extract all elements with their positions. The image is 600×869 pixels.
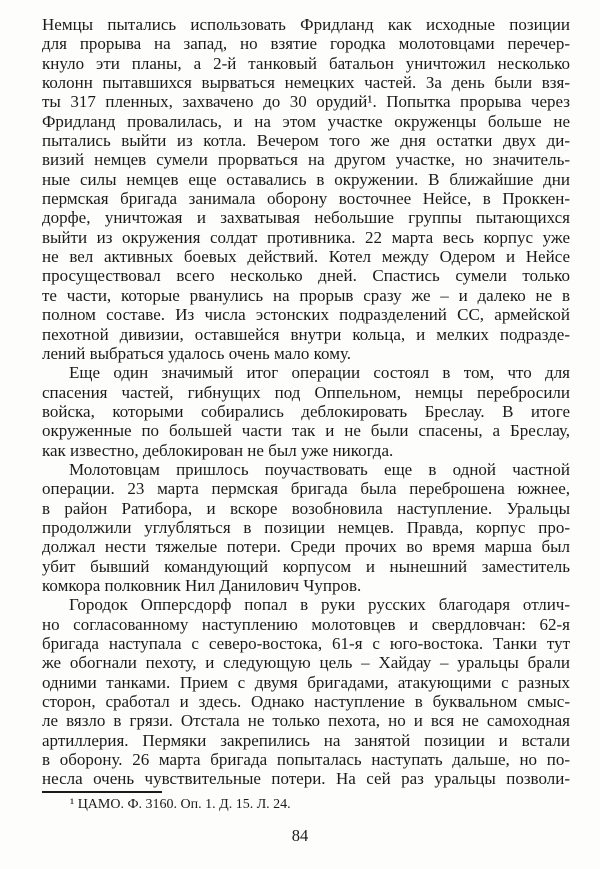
text-line: Немцы пытались использовать Фридланд как исходные позиции — [42, 15, 570, 34]
text-line: несла очень чувствительные потери. На сей раз уральцы позволи- — [42, 769, 570, 789]
text-line: в район Ратибора, и вскоре возобновила наступление. Уральцы — [42, 498, 570, 518]
text-line: же обогнали пехоту, и следующую цель – Хайдау – уральцы брали — [42, 653, 570, 673]
text-line: войска, которыми собирались деблокировать Бреслау. В итоге — [42, 401, 570, 421]
text-line: но согласованному наступлению молотовцев и свердловчан: 62-я — [42, 614, 570, 634]
text-line: ле вязло в грязи. Отстала не только пехота, но и вся не самоходная — [42, 711, 570, 731]
text-line: лений выбраться удалось очень мало кому. — [42, 343, 352, 363]
text-line: одними танками. Прием с двумя бригадами, атакующими с разных — [42, 672, 570, 692]
text-line: сторон, сработал и здесь. Однако наступление в буквальном смыс- — [42, 692, 570, 712]
text-line: выйти из окружения солдат противника. 22 марта весь корпус уже — [42, 227, 570, 247]
text-line: ные силы немцев еще оставались в окружении. В ближайшие дни — [42, 169, 570, 189]
text-line: ты 317 пленных, захвачено до 30 орудий¹. Попытка прорыва через — [42, 92, 570, 112]
text-line: не вел активных боевых действий. Котел между Одером и Нейсе — [42, 247, 570, 267]
text-line: просуществовал всего несколько дней. Спастись сумели только — [42, 266, 570, 286]
body-text — [42, 15, 570, 789]
text-line: окруженные по большей части так и не были спасены, а Бреслау, — [42, 421, 570, 441]
text-line: Еще один значимый итог операции состоял в том, что для — [69, 363, 570, 383]
text-line: продолжили углубляться в позиции немцев. Правда, корпус про- — [42, 517, 570, 537]
text-line: для прорыва на запад, но взятие городка молотовцами перечер- — [42, 34, 570, 54]
text-line: комкора полковник Нил Данилович Чупров. — [42, 575, 362, 595]
text-line: колонн пытавшихся вырваться немецких частей. За день были взя- — [42, 73, 570, 93]
text-line: в оборону. 26 марта бригада попыталась наступать дальше, но по- — [42, 750, 570, 770]
text-line: бригада наступала с северо-востока, 61-я с юго-востока. Танки тут — [42, 634, 570, 653]
footnote-separator — [42, 791, 162, 793]
text-line: пехотной дивизии, оставшейся внутри кольца, и мелких подразде- — [42, 324, 570, 344]
footnote: ¹ ЦАМО. Ф. 3160. Оп. 1. Д. 15. Л. 24. — [70, 797, 291, 812]
text-line: должал нести тяжелые потери. Среди прочих во время марша был — [42, 537, 570, 557]
text-line: Молотовцам пришлось поучаствовать еще в одной частной — [69, 459, 570, 479]
text-line: кнуло эти планы, а 2-й танковый батальон уничтожил несколько — [42, 53, 570, 73]
text-line: Фридланд провалилась, и на этом участке окруженцы больше не — [42, 111, 570, 131]
text-line: полном составе. Из числа эстонских подразделений СС, армейской — [42, 305, 570, 325]
text-line: визий немцев сумели прорваться на другом участке, но значитель- — [42, 150, 570, 170]
text-line: те части, которые рванулись на прорыв сразу же – и далеко не в — [42, 285, 570, 305]
text-line: пытались выйти из котла. Вечером того же дня остатки двух ди- — [42, 131, 570, 151]
text-line: убит бывший командующий корпусом и нынешний заместитель — [42, 556, 570, 576]
text-line: Городок Опперсдорф попал в руки русских благодаря отлич- — [69, 595, 570, 615]
page-number: 84 — [291, 826, 309, 845]
text-line: как известно, деблокирован не был уже никогда. — [42, 440, 394, 460]
text-line: артиллерия. Пермяки закрепились на занятой позиции и встали — [42, 730, 570, 750]
text-line: пермская бригада занимала оборону восточнее Нейсе, в Проккен- — [42, 189, 570, 209]
text-line: операции. 23 марта пермская бригада была переброшена южнее, — [42, 479, 570, 499]
text-line: дорфе, уничтожая и захватывая небольшие группы пытающихся — [42, 208, 570, 228]
text-line: спасения частей, гибнущих под Оппельном, немцы перебросили — [42, 382, 570, 402]
